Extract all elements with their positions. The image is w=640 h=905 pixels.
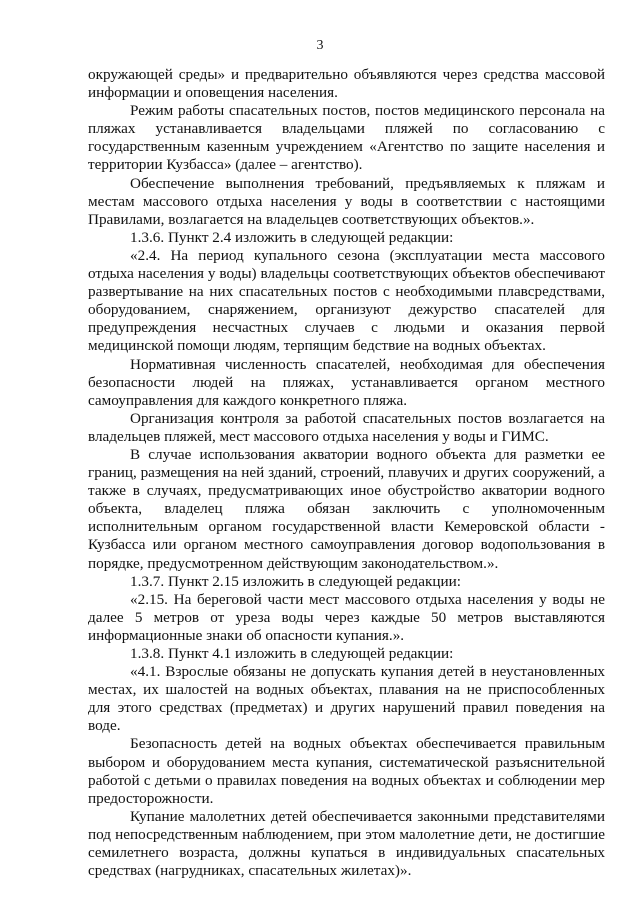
paragraph-12: «4.1. Взрослые обязаны не допускать купания детей в неустановленных местах, их шалостей на водных объектах, плавания на не приспособленных для этого средствах (предметах) и других нарушений правил поведения на воде. [88, 663, 605, 735]
paragraph-5: «2.4. На период купального сезона (эксплуатации места массового отдыха населения у воды) владельцы соответствующих объектов обеспечивают развертывание на них спасательных постов с необходимыми плавсредствами, оборудованием, снаряжением, организуют дежурство спасателей для предупреждения несчастных случаев с людьми и оказания первой медицинской помощи людям, терпящим бедствие на водных объектах. [88, 246, 605, 355]
document-body [88, 66, 605, 880]
page-number: 3 [316, 38, 324, 53]
paragraph-13: Безопасность детей на водных объектах обеспечивается правильным выбором и оборудованием места купания, систематической разъяснительной работой с детьми о правилах поведения на водных объектах и соблюдении мер предосторожности. [88, 735, 605, 807]
paragraph-11: 1.3.8. Пункт 4.1 изложить в следующей редакции: [130, 645, 454, 662]
paragraph-14: Купание малолетних детей обеспечивается законными представителями под непосредственным наблюдением, при этом малолетние дети, не достигшие семилетнего возраста, должны купаться в индивидуальных спасательных средствах (нагрудниках, спасательных жилетах)». [88, 807, 605, 880]
paragraph-6: Нормативная численность спасателей, необходимая для обеспечения безопасности людей на пляжах, устанавливается органом местного самоуправления для каждого конкретного пляжа. [88, 355, 605, 409]
paragraph-2: Режим работы спасательных постов, постов медицинского персонала на пляжах устанавливается владельцами пляжей по согласованию с государственным казенным учреждением «Агентство по защите населения и территории Кузбасса» (далее – агентство). [88, 102, 605, 174]
paragraph-3: Обеспечение выполнения требований, предъявляемых к пляжам и местам массового отдыха населения у воды в соответствии с настоящими Правилами, возлагается на владельцев соответствующих объектов.». [88, 174, 605, 228]
paragraph-8: В случае использования акватории водного объекта для разметки ее границ, размещения на ней зданий, строений, плавучих и других сооружений, а также в случаях, предусматривающих иное обустройство акватории водного объекта, владелец пляжа обязан заключить с уполномоченным исполнительным органом государственной власти Кемеровской области - Кузбасса или органом местного самоуправления договор водопользования в порядке, предусмотренном действующим законодательством.». [88, 445, 605, 572]
paragraph-4: 1.3.6. Пункт 2.4 изложить в следующей редакции: [130, 228, 454, 246]
paragraph-9: 1.3.7. Пункт 2.15 изложить в следующей редакции: [130, 572, 461, 590]
paragraph-7: Организация контроля за работой спасательных постов возлагается на владельцев пляжей, мест массового отдыха населения у воды и ГИМС. [88, 409, 605, 445]
paragraph-10: «2.15. На береговой части мест массового отдыха населения у воды не далее 5 метров от уреза воды через каждые 50 метров выставляются информационные знаки об опасности купания.». [88, 590, 605, 644]
paragraph-1: окружающей среды» и предварительно объявляются через средства массовой информации и оповещения населения. [88, 66, 605, 102]
